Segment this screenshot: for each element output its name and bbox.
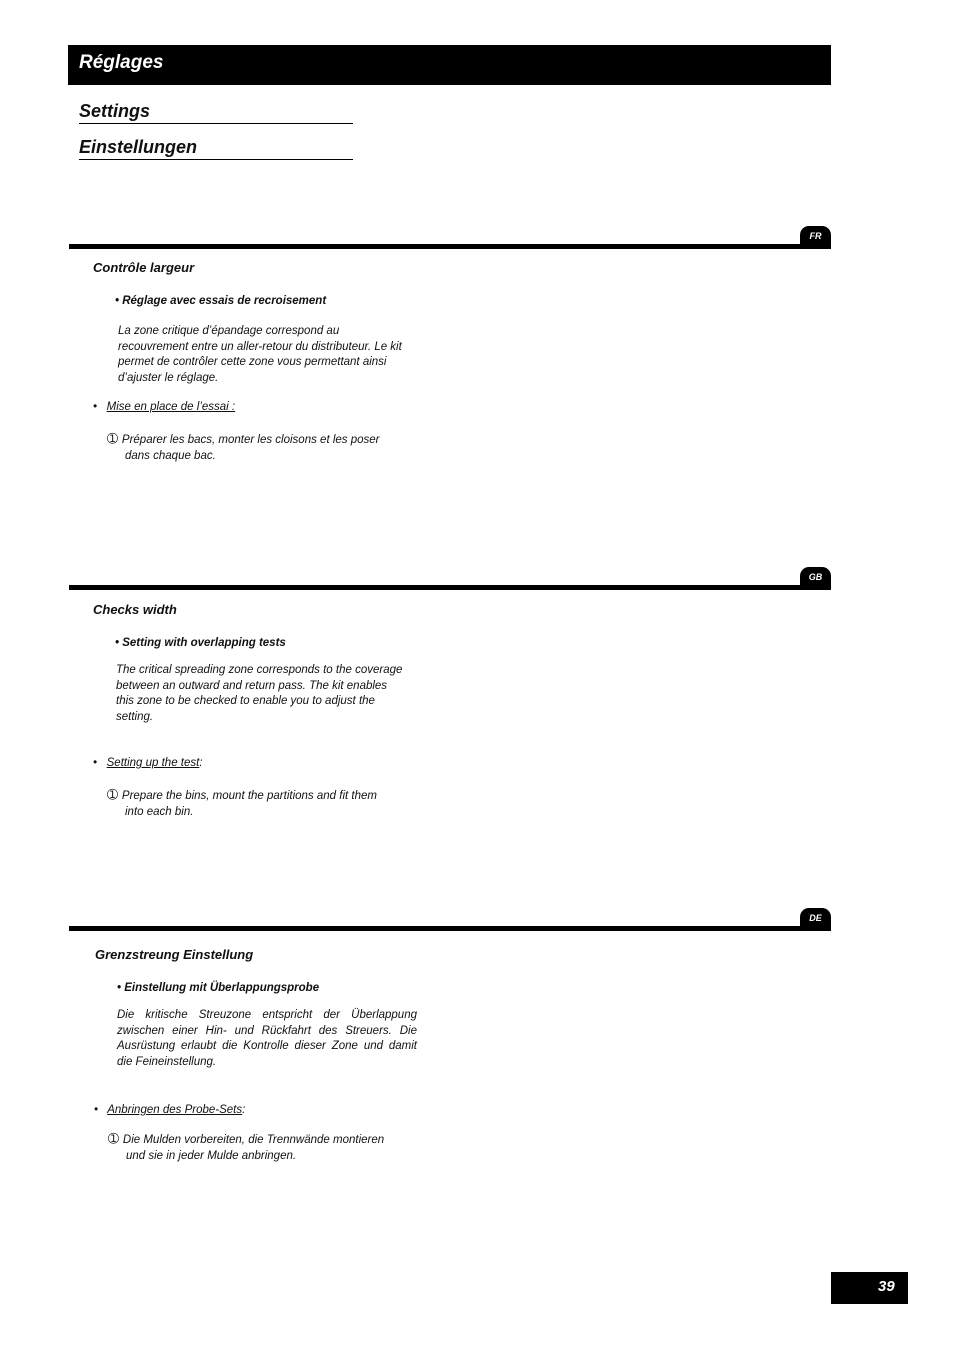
bullet-dot: • <box>93 401 98 413</box>
setup-suffix-gb: : <box>199 757 203 769</box>
step-number-icon: ➀ <box>107 431 118 446</box>
page-number: 39 <box>878 1278 895 1295</box>
setup-line-fr <box>93 401 235 413</box>
bullet-dot: • <box>117 982 122 994</box>
header-bar <box>68 45 831 85</box>
section-title-de: Grenzstreung Einstellung <box>95 947 254 962</box>
bullet-title-de <box>117 982 319 994</box>
paragraph-fr <box>118 324 428 386</box>
step-1-de <box>108 1131 418 1164</box>
lang-tab-gb: GB <box>800 567 831 587</box>
page-number-box <box>831 1272 908 1304</box>
setup-line-gb <box>93 757 203 769</box>
bullet-dot: • <box>115 637 120 649</box>
subtitle-english: Settings <box>79 100 353 124</box>
para-line: permet de contrôler cette zone vous permettant ainsi <box>118 356 387 368</box>
para-line: zwischen einer Hin- und Rückfahrt des Streuers. Die <box>117 1024 417 1037</box>
para-line: d’ajuster le réglage. <box>118 371 219 384</box>
setup-label-gb: Setting up the test <box>106 757 200 769</box>
bullet-title-text: Einstellung mit Überlappungsprobe <box>124 982 320 994</box>
step-text: Die Mulden vorbereiten, die Trennwände montieren <box>122 1134 385 1146</box>
paragraph-de <box>117 1008 417 1070</box>
lang-tab-fr: FR <box>800 226 831 246</box>
bullet-dot: • <box>93 757 98 769</box>
para-line: La zone critique d’épandage correspond au <box>118 325 340 337</box>
page-title: Réglages <box>79 52 164 73</box>
setup-suffix-de: : <box>242 1104 246 1116</box>
step-number-icon: ➀ <box>107 787 118 802</box>
step-text-cont: dans chaque bac. <box>125 449 216 462</box>
section-rule-fr <box>69 244 831 249</box>
para-line: die Feineinstellung. <box>117 1055 217 1068</box>
lang-tab-de: DE <box>800 908 831 928</box>
step-1-fr <box>107 431 407 464</box>
bullet-dot: • <box>94 1104 99 1116</box>
section-title-gb: Checks width <box>93 602 177 617</box>
paragraph-gb <box>116 663 416 725</box>
para-line: this zone to be checked to enable you to adjust the <box>116 695 375 707</box>
step-text: Prepare the bins, mount the partitions and fit them <box>121 790 377 802</box>
bullet-title-gb <box>115 637 286 649</box>
subtitle-german: Einstellungen <box>79 136 353 160</box>
section-rule-de <box>69 926 831 931</box>
bullet-dot: • <box>115 295 120 307</box>
bullet-title-fr <box>115 295 326 307</box>
setup-label-de: Anbringen des Probe-Sets <box>107 1104 243 1116</box>
para-line: recouvrement entre un aller-retour du distributeur. Le kit <box>118 340 402 353</box>
bullet-title-text: Réglage avec essais de recroisement <box>122 295 327 307</box>
para-line: between an outward and return pass. The kit enables <box>116 679 388 692</box>
setup-line-de <box>94 1104 245 1116</box>
para-line: Die kritische Streuzone entspricht der Überlappung <box>117 1009 417 1021</box>
section-rule-gb <box>69 585 831 590</box>
bullet-title-text: Setting with overlapping tests <box>122 637 286 649</box>
step-text: Préparer les bacs, monter les cloisons et les poser <box>121 434 380 446</box>
step-text-cont: into each bin. <box>125 805 194 818</box>
para-line: The critical spreading zone corresponds to the coverage <box>116 664 403 676</box>
step-text-cont: und sie in jeder Mulde anbringen. <box>126 1149 297 1162</box>
para-line: Ausrüstung erlaubt die Kontrolle dieser Zone und damit <box>117 1040 417 1052</box>
para-line: setting. <box>116 710 154 723</box>
step-1-gb <box>107 787 407 820</box>
setup-label-fr: Mise en place de l’essai : <box>106 401 236 413</box>
step-number-icon: ➀ <box>108 1131 119 1146</box>
section-title-fr: Contrôle largeur <box>93 260 195 275</box>
